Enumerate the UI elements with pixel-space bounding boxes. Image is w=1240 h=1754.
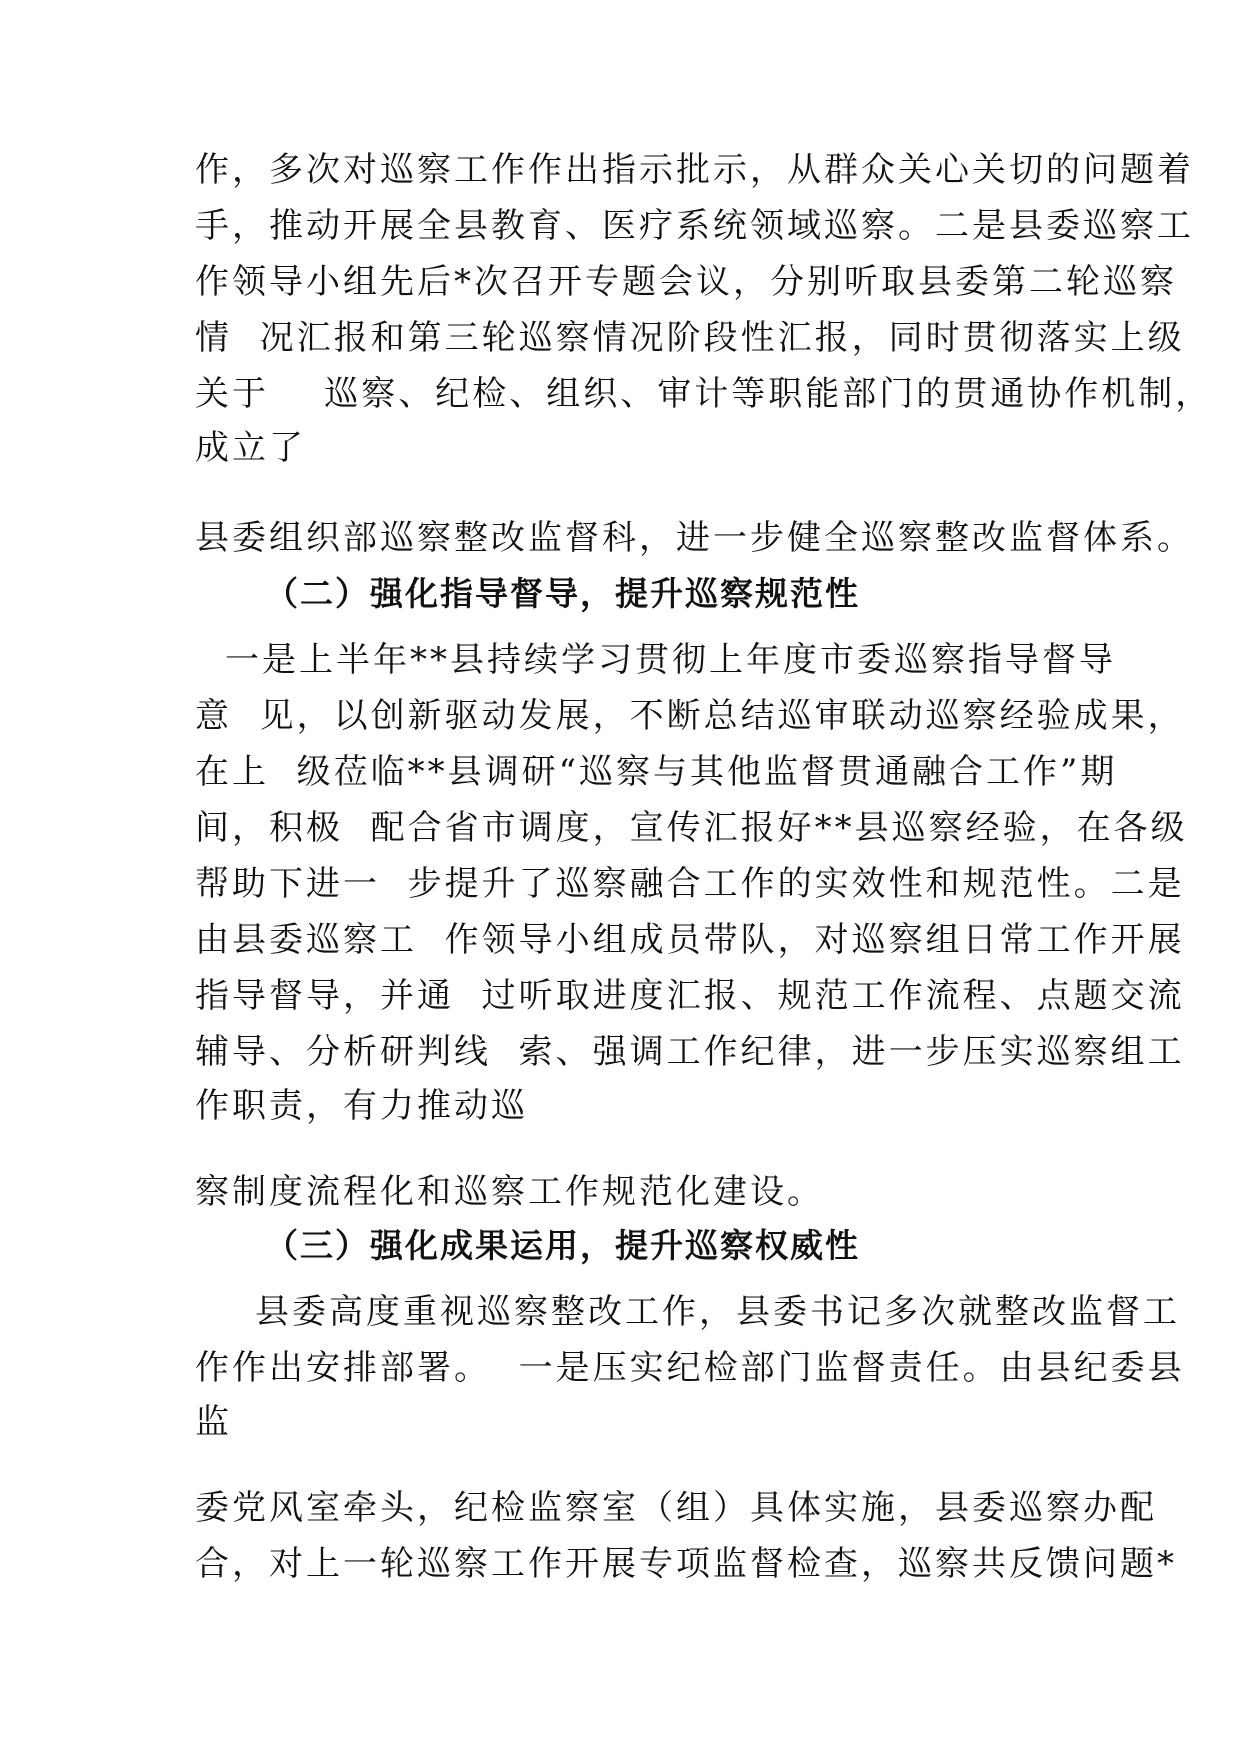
body-line: 作领导小组先后*次召开专题会议，分别听取县委第二轮巡察 — [195, 262, 1177, 302]
body-line: 县委组织部巡察整改监督科，进一步健全巡察整改监督体系。 — [195, 518, 1194, 558]
body-line: 由县委巡察工 作领导小组成员带队，对巡察组日常工作开展 — [195, 920, 1185, 960]
body-line: 辅导、分析研判线 索、强调工作纪律，进一步压实巡察组工 — [195, 1032, 1185, 1072]
paragraph-first-line: 一是上半年**县持续学习贯彻上年度市委巡察指导督导 — [225, 640, 1116, 680]
body-line: 监 — [195, 1402, 232, 1442]
body-line: 成立了 — [195, 428, 306, 468]
body-line: 情 况汇报和第三轮巡察情况阶段性汇报，同时贯彻落实上级 — [195, 318, 1185, 358]
body-line: 意 见，以创新驱动发展，不断总结巡审联动巡察经验成果， — [195, 696, 1185, 736]
body-line: 指导督导，并通 过听取进度汇报、规范工作流程、点题交流 — [195, 976, 1185, 1016]
body-line: 关于 巡察、纪检、组织、审计等职能部门的贯通协作机制， — [195, 374, 1213, 414]
body-line: 间，积极 配合省市调度，宣传汇报好**县巡察经验，在各级 — [195, 808, 1188, 848]
paragraph-first-line: 县委高度重视巡察整改工作，县委书记多次就整改监督工 — [255, 1292, 1180, 1332]
body-line: 帮助下进一 步提升了巡察融合工作的实效性和规范性。二是 — [195, 864, 1185, 904]
body-line: 作作出安排部署。 一是压实纪检部门监督责任。由县纪委县 — [195, 1348, 1185, 1388]
body-line: 作，多次对巡察工作作出指示批示，从群众关心关切的问题着 — [195, 150, 1194, 190]
body-line: 在上 级莅临**县调研“巡察与其他监督贯通融合工作”期 — [195, 752, 1118, 792]
section-heading-3: （三）强化成果运用，提升巡察权威性 — [265, 1226, 860, 1265]
body-line: 合，对上一轮巡察工作开展专项监督检查，巡察共反馈问题* — [195, 1544, 1177, 1584]
body-line: 作职责，有力推动巡 — [195, 1086, 528, 1126]
body-line: 手，推动开展全县教育、医疗系统领域巡察。二是县委巡察工 — [195, 206, 1194, 246]
body-line: 察制度流程化和巡察工作规范化建设。 — [195, 1172, 824, 1212]
body-line: 委党风室牵头，纪检监察室（组）具体实施，县委巡察办配 — [195, 1488, 1157, 1528]
section-heading-2: （二）强化指导督导，提升巡察规范性 — [265, 574, 860, 613]
